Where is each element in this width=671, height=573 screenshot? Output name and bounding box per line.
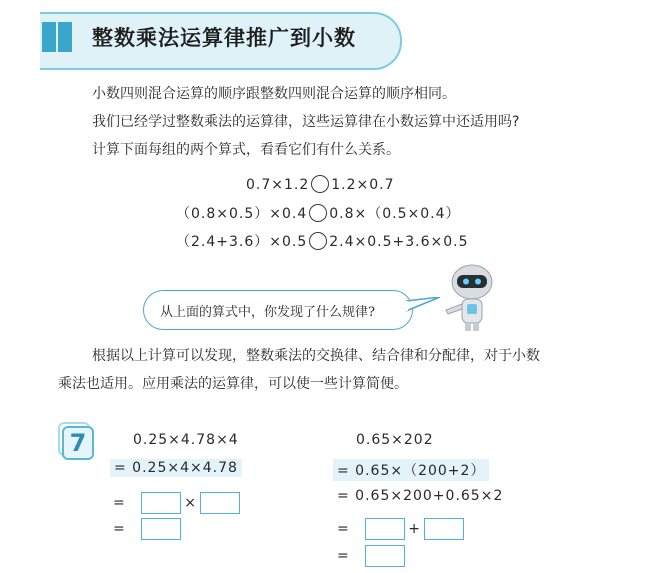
conclusion-line-2: 乘法也适用。应用乘法的运算律，可以使一些计算简便。 (58, 376, 408, 392)
intro-line-1: 小数四则混合运算的顺序跟整数四则混合运算的顺序相同。 (92, 86, 456, 102)
comparison-left: （0.8×0.5）×0.4 (176, 206, 308, 222)
comparison-row (176, 231, 469, 251)
compare-circle[interactable] (311, 175, 329, 193)
comparison-right: 2.4×0.5+3.6×0.5 (329, 234, 469, 250)
calc-answer-row (113, 492, 240, 514)
answer-box[interactable] (365, 545, 405, 567)
times-sign: × (184, 495, 197, 511)
comparison-right: 0.8×（0.5×0.4） (329, 206, 461, 222)
calc-line: = 0.65×200+0.65×2 (337, 488, 504, 504)
answer-box[interactable] (365, 518, 405, 540)
bubble-tail (404, 297, 444, 317)
bubble-text: 从上面的算式中，你发现了什么规律? (160, 305, 375, 320)
compare-circle[interactable] (309, 232, 327, 250)
comparison-row (246, 175, 395, 193)
answer-box[interactable] (141, 518, 181, 540)
calc-answer-row (337, 545, 405, 567)
calc-line: 0.25×4.78×4 (133, 432, 239, 448)
conclusion-line-1: 根据以上计算可以发现，整数乘法的交换律、结合律和分配律，对于小数 (92, 348, 540, 364)
comparison-row (176, 203, 461, 223)
equals-sign: = (113, 495, 126, 511)
book-icon (40, 18, 76, 56)
equals-sign: = (113, 521, 126, 537)
intro-line-3: 计算下面每组的两个算式，看看它们有什么关系。 (92, 142, 400, 158)
equals-sign: = (337, 548, 350, 564)
answer-box[interactable] (141, 492, 181, 514)
page-title: 整数乘法运算律推广到小数 (92, 26, 356, 50)
calc-line-highlight: = 0.65×（200+2） (333, 459, 489, 481)
comparison-right: 1.2×0.7 (331, 177, 395, 193)
example-number-badge: 7 (62, 426, 94, 460)
answer-box[interactable] (424, 518, 464, 540)
answer-box[interactable] (200, 492, 240, 514)
compare-circle[interactable] (309, 204, 327, 222)
calc-answer-row (113, 518, 181, 540)
equals-sign: = (337, 521, 350, 537)
plus-sign: + (408, 521, 421, 537)
comparison-left: 0.7×1.2 (246, 177, 310, 193)
robot-icon (440, 262, 500, 332)
calc-line: 0.65×202 (356, 432, 434, 448)
calc-answer-row (337, 518, 464, 540)
comparison-left: （2.4+3.6）×0.5 (176, 234, 308, 250)
calc-line-highlight: = 0.25×4×4.78 (110, 459, 242, 477)
intro-line-2: 我们已经学过整数乘法的运算律，这些运算律在小数运算中还适用吗? (92, 114, 520, 130)
